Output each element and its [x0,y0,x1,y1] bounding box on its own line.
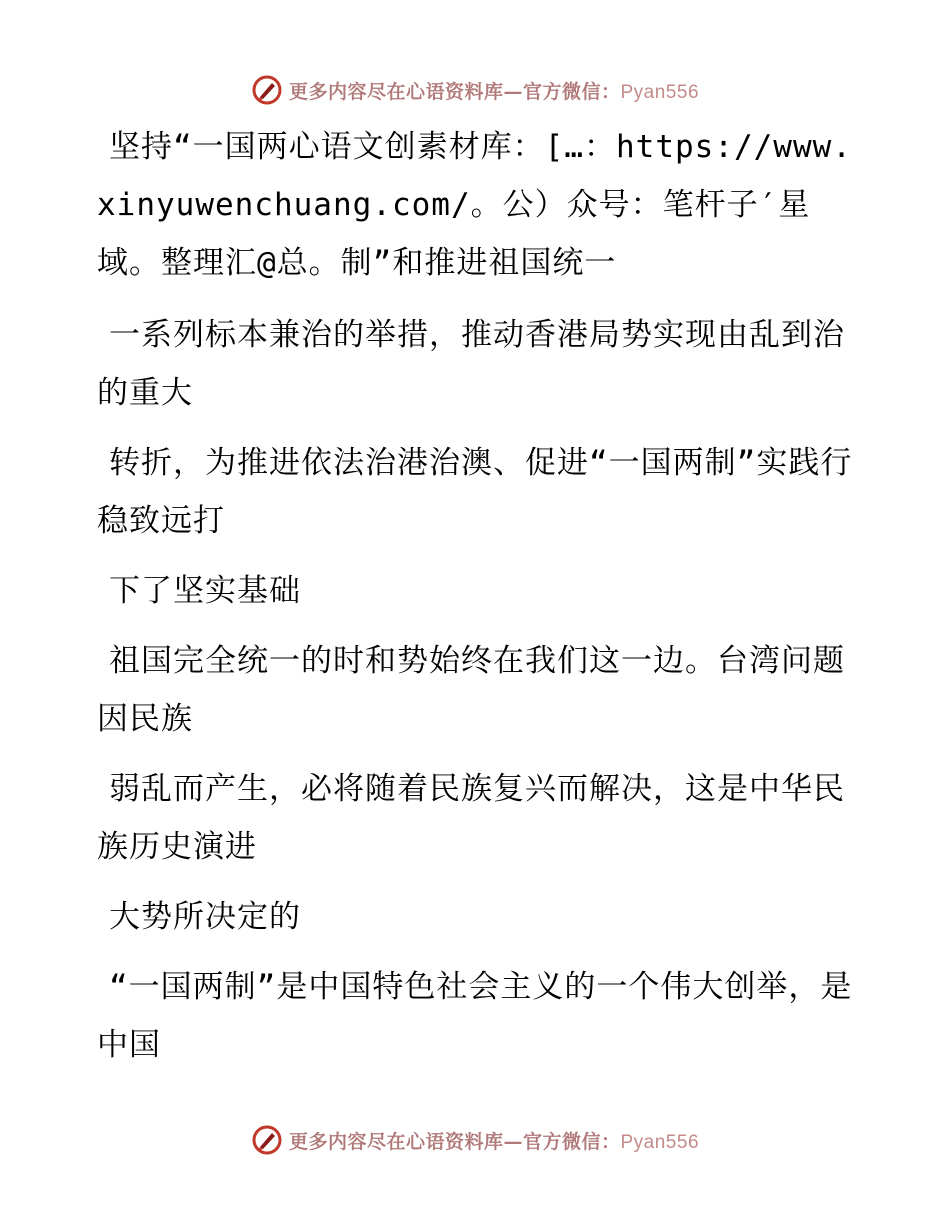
paragraph-5: 祖国完全统一的时和势始终在我们这一边。台湾问题因民族 [97,643,845,737]
banner-label: 更多内容尽在心语资料库—官方微信： [288,80,621,103]
header-watermark-banner [0,70,950,110]
pen-logo-icon [251,1124,283,1156]
paragraph-3: 转折，为推进依法治港治澳、促进“一国两制”实践行稳致远打 [97,445,853,539]
document-body [97,118,857,1086]
paragraph-6: 弱乱而产生，必将随着民族复兴而解决，这是中华民族历史演进 [97,771,845,865]
paragraph-7: 大势所决定的 [109,899,301,935]
paragraph-2: 一系列标本兼治的举措，推动香港局势实现由乱到治的重大 [97,317,845,411]
paragraph-1: 坚持“一国两心语文创素材库：[…：https://www.xinyuwenchuang.com/。公）众号：笔杆子′星域。整理汇@总。制”和推进祖国统一 [97,129,852,281]
footer-watermark-banner [0,1120,950,1160]
banner-handle: Pyan556 [620,81,700,103]
banner-handle: Pyan556 [620,1131,700,1153]
paragraph-4: 下了坚实基础 [109,573,301,609]
paragraph-8: “一国两制”是中国特色社会主义的一个伟大创举，是中国 [97,969,853,1063]
header-banner-text [289,77,699,104]
banner-label: 更多内容尽在心语资料库—官方微信： [288,1130,621,1153]
footer-banner-text [289,1127,699,1154]
pen-logo-icon [251,74,283,106]
